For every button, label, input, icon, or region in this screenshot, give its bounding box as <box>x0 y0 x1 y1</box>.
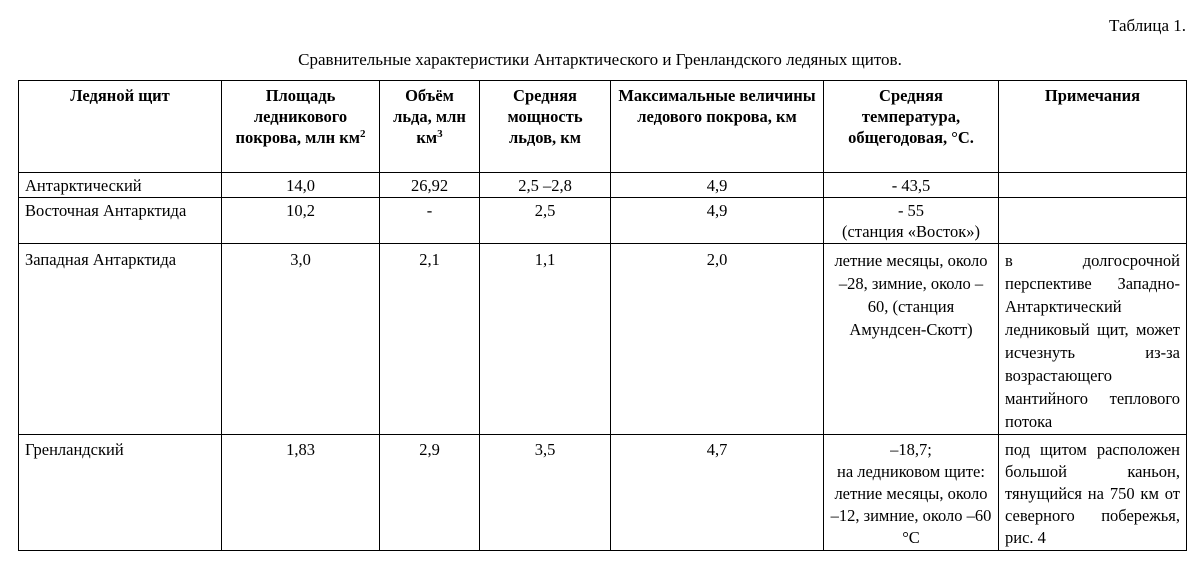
cell-max: 4,9 <box>611 173 824 198</box>
cell-notes: под щитом расположен большой каньон, тянущийся на 750 км от северного побережья, рис. 4 <box>999 435 1187 551</box>
cell-shield: Антарктический <box>19 173 222 198</box>
cell-thickness: 1,1 <box>480 244 611 435</box>
cell-temp: - 55 (станция «Восток») <box>824 198 999 244</box>
cell-thickness: 2,5 <box>480 198 611 244</box>
ice-shields-table <box>18 80 1187 551</box>
cell-temp: –18,7; на ледниковом щите: летние месяцы, около –12, зимние, около –60 °С <box>824 435 999 551</box>
header-shield: Ледяной щит <box>19 81 222 173</box>
cell-area: 1,83 <box>222 435 380 551</box>
table-row <box>19 198 1187 244</box>
cell-temp: летние месяцы, около –28, зимние, около –60, (станция Амундсен-Скотт) <box>824 244 999 435</box>
cell-notes: в долгосрочной перспективе Западно-Антарктический ледниковый щит, может исчезнуть из-за возрастающего мантийного теплового потока <box>999 244 1187 435</box>
cell-thickness: 3,5 <box>480 435 611 551</box>
table-row <box>19 173 1187 198</box>
table-caption: Сравнительные характеристики Антарктического и Гренландского ледяных щитов. <box>298 50 902 69</box>
table-number: Таблица 1. <box>1109 16 1186 35</box>
cell-notes <box>999 198 1187 244</box>
cell-area: 10,2 <box>222 198 380 244</box>
cell-volume: 2,1 <box>380 244 480 435</box>
cell-temp: - 43,5 <box>824 173 999 198</box>
area-unit-superscript: 2 <box>360 128 366 140</box>
table-row <box>19 244 1187 435</box>
header-volume: Объём льда, млн $км^3$ <box>380 81 480 173</box>
cell-volume: - <box>380 198 480 244</box>
cell-volume: 2,9 <box>380 435 480 551</box>
header-row <box>19 81 1187 173</box>
volume-unit-superscript: 3 <box>437 128 443 140</box>
header-max: Максимальные величины ледового покрова, км <box>611 81 824 173</box>
cell-thickness: 2,5 –2,8 <box>480 173 611 198</box>
header-notes: Примечания <box>999 81 1187 173</box>
cell-max: 4,9 <box>611 198 824 244</box>
cell-area: 3,0 <box>222 244 380 435</box>
header-thickness: Средняя мощность льдов, км <box>480 81 611 173</box>
cell-shield: Восточная Антарктида <box>19 198 222 244</box>
cell-max: 2,0 <box>611 244 824 435</box>
cell-max: 4,7 <box>611 435 824 551</box>
cell-shield: Западная Антарктида <box>19 244 222 435</box>
cell-area: 14,0 <box>222 173 380 198</box>
cell-shield: Гренландский <box>19 435 222 551</box>
header-temp: Средняя температура, общегодовая, °С. <box>824 81 999 173</box>
header-area: Площадь ледникового покрова, млн $км^2$ <box>222 81 380 173</box>
cell-notes <box>999 173 1187 198</box>
table-row <box>19 435 1187 551</box>
cell-volume: 26,92 <box>380 173 480 198</box>
